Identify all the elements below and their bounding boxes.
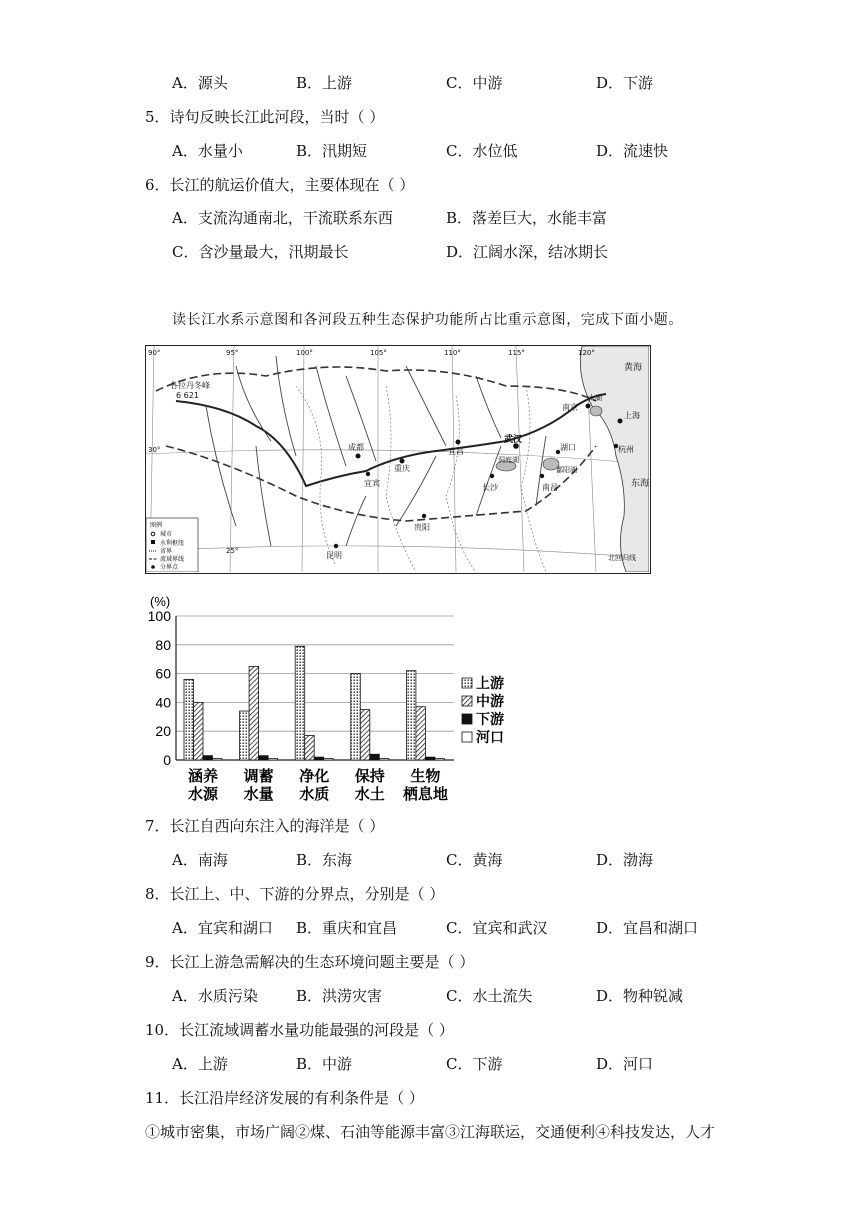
q10-option-a[interactable]: A．上游 bbox=[172, 1055, 228, 1073]
city-hukou: 湖口 bbox=[560, 443, 576, 452]
peak-label: 各拉丹冬峰 bbox=[170, 381, 210, 390]
y-tick-label: 20 bbox=[155, 723, 171, 740]
svg-text:分界点: 分界点 bbox=[160, 564, 179, 571]
q6-stem: 6．长江的航运价值大，主要体现在（ ） bbox=[145, 176, 415, 194]
q7-stem: 7．长江自西向东注入的海洋是（ ） bbox=[145, 817, 385, 835]
q9-option-d[interactable]: D．物种锐减 bbox=[596, 987, 684, 1005]
x-category-label: 调蓄 bbox=[243, 768, 274, 785]
legend-swatch bbox=[462, 714, 472, 724]
lon-90: 90° bbox=[148, 349, 161, 357]
bar-中游-3 bbox=[360, 710, 370, 760]
bar-河口-2 bbox=[324, 759, 334, 760]
bar-下游-3 bbox=[370, 754, 380, 760]
q4-option-b[interactable]: B．上游 bbox=[296, 74, 353, 92]
city-shanghai: 上海 bbox=[624, 411, 640, 420]
lon-115: 115° bbox=[508, 349, 525, 357]
lon-105: 105° bbox=[370, 349, 387, 357]
bar-下游-0 bbox=[203, 756, 213, 760]
svg-text:省界: 省界 bbox=[160, 548, 173, 555]
svg-text:水利枢纽: 水利枢纽 bbox=[160, 540, 185, 547]
x-category-label: 水质 bbox=[299, 786, 330, 803]
bar-中游-1 bbox=[249, 666, 259, 760]
city-kunming: 昆明 bbox=[326, 551, 342, 560]
q4-option-a[interactable]: A．源头 bbox=[172, 74, 228, 92]
y-tick-label: 80 bbox=[155, 636, 171, 653]
city-chengdu: 成都 bbox=[348, 443, 364, 452]
y-tick-label: 0 bbox=[163, 752, 171, 768]
q5-stem: 5．诗句反映长江此河段，当时（ ） bbox=[145, 108, 385, 126]
legend-swatch bbox=[462, 678, 472, 688]
city-changsha: 长沙 bbox=[482, 483, 498, 492]
city-yichang: 宜昌 bbox=[448, 447, 464, 456]
bar-下游-4 bbox=[425, 757, 435, 760]
q8-stem: 8．长江上、中、下游的分界点，分别是（ ） bbox=[145, 885, 445, 903]
q6-option-c[interactable]: C．含沙量最大，汛期最长 bbox=[172, 243, 349, 261]
q7-option-c[interactable]: C．黄海 bbox=[446, 851, 503, 869]
city-chongqing: 重庆 bbox=[394, 464, 410, 473]
q4-option-c[interactable]: C．中游 bbox=[446, 74, 503, 92]
q8-option-a[interactable]: A．宜宾和湖口 bbox=[172, 919, 273, 937]
q5-option-d[interactable]: D．流速快 bbox=[596, 142, 669, 160]
bar-河口-0 bbox=[213, 759, 223, 760]
q6-option-b[interactable]: B．落差巨大，水能丰富 bbox=[446, 209, 608, 227]
x-category-label: 水量 bbox=[243, 786, 274, 803]
sea-yellow: 黄海 bbox=[624, 363, 643, 373]
bar-中游-2 bbox=[305, 736, 315, 760]
bar-中游-4 bbox=[416, 707, 426, 760]
bar-河口-3 bbox=[379, 759, 389, 760]
bar-下游-1 bbox=[259, 756, 269, 760]
y-tick-label: 100 bbox=[147, 608, 171, 624]
q8-option-d[interactable]: D．宜昌和湖口 bbox=[596, 919, 699, 937]
legend-label: 下游 bbox=[476, 711, 504, 727]
q7-option-a[interactable]: A．南海 bbox=[172, 851, 228, 869]
x-category-label: 栖息地 bbox=[402, 786, 448, 803]
q9-option-b[interactable]: B．洪涝灾害 bbox=[296, 987, 383, 1005]
tropic-label: 北回归线 bbox=[608, 554, 636, 562]
x-category-label: 水源 bbox=[187, 786, 219, 803]
q4-option-d[interactable]: D．下游 bbox=[596, 74, 654, 92]
peak-height: 6 621 bbox=[176, 391, 199, 400]
map-legend bbox=[146, 518, 198, 572]
q6-option-d[interactable]: D．江阔水深，结冰期长 bbox=[446, 243, 609, 261]
bar-下游-2 bbox=[314, 757, 324, 760]
lake-poyang: 鄱阳湖 bbox=[556, 466, 577, 474]
q11-statements: ①城市密集，市场广阔②煤、石油等能源丰富③江海联运，交通便利④科技发达，人才 bbox=[145, 1123, 716, 1141]
q8-option-b[interactable]: B．重庆和宜昌 bbox=[296, 919, 398, 937]
city-nanjing: 南京 bbox=[562, 403, 578, 412]
lon-95: 95° bbox=[226, 349, 239, 357]
bar-上游-4 bbox=[406, 671, 416, 760]
svg-text:城市: 城市 bbox=[160, 531, 173, 538]
yangtze-river-system-map bbox=[145, 345, 651, 574]
city-guiyang: 贵阳 bbox=[414, 523, 430, 532]
lon-100: 100° bbox=[296, 349, 313, 357]
city-yibin: 宜宾 bbox=[364, 479, 380, 488]
q7-option-b[interactable]: B．东海 bbox=[296, 851, 353, 869]
legend-label: 中游 bbox=[476, 693, 504, 709]
legend-swatch bbox=[462, 696, 472, 706]
bar-河口-1 bbox=[268, 759, 278, 760]
city-nanchang: 南昌 bbox=[542, 483, 558, 492]
lake-dongting: 洞庭湖 bbox=[498, 456, 519, 464]
q9-option-a[interactable]: A．水质污染 bbox=[172, 987, 258, 1005]
q10-option-c[interactable]: C．下游 bbox=[446, 1055, 503, 1073]
q10-option-d[interactable]: D．河口 bbox=[596, 1055, 654, 1073]
city-hangzhou: 杭州 bbox=[618, 445, 634, 454]
bar-河口-4 bbox=[435, 759, 445, 760]
legend-swatch bbox=[462, 732, 472, 742]
bar-上游-3 bbox=[351, 674, 361, 760]
city-wuhan: 武汉 bbox=[504, 435, 523, 445]
bar-中游-0 bbox=[194, 702, 204, 760]
q11-stem: 11．长江沿岸经济发展的有利条件是（ ） bbox=[145, 1089, 424, 1107]
legend-title: 图例 bbox=[150, 522, 163, 529]
svg-text:流域界线: 流域界线 bbox=[160, 556, 185, 563]
reading-intro: 读长江水系示意图和各河段五种生态保护功能所占比重示意图，完成下面小题。 bbox=[172, 312, 683, 328]
q5-option-b[interactable]: B．汛期短 bbox=[296, 142, 368, 160]
sea-east: 东海 bbox=[631, 479, 649, 489]
q9-option-c[interactable]: C．水土流失 bbox=[446, 987, 533, 1005]
q6-option-a[interactable]: A．支流沟通南北，干流联系东西 bbox=[172, 209, 393, 227]
x-category-label: 水土 bbox=[354, 786, 385, 803]
legend-label: 河口 bbox=[476, 729, 504, 745]
x-category-label: 涵养 bbox=[187, 768, 219, 785]
q7-option-d[interactable]: D．渤海 bbox=[596, 851, 654, 869]
legend-label: 上游 bbox=[476, 675, 504, 691]
lat-25: 25° bbox=[226, 547, 239, 555]
lat-30: 30° bbox=[148, 446, 161, 454]
lake-tai: 太湖 bbox=[588, 394, 602, 402]
q5-option-a[interactable]: A．水量小 bbox=[172, 142, 243, 160]
bar-上游-2 bbox=[295, 646, 305, 760]
x-category-label: 保持 bbox=[354, 768, 385, 785]
y-axis-unit: (%) bbox=[150, 594, 171, 609]
lon-110: 110° bbox=[444, 349, 461, 357]
q9-stem: 9．长江上游急需解决的生态环境问题主要是（ ） bbox=[145, 953, 475, 971]
ecological-function-bar-chart bbox=[140, 592, 520, 807]
q10-stem: 10．长江流域调蓄水量功能最强的河段是（ ） bbox=[145, 1021, 454, 1039]
q5-option-c[interactable]: C．水位低 bbox=[446, 142, 518, 160]
lon-120: 120° bbox=[578, 349, 595, 357]
q8-option-c[interactable]: C．宜宾和武汉 bbox=[446, 919, 548, 937]
x-category-label: 生物 bbox=[410, 768, 441, 785]
bar-上游-0 bbox=[184, 679, 194, 760]
q10-option-b[interactable]: B．中游 bbox=[296, 1055, 353, 1073]
bar-上游-1 bbox=[240, 711, 250, 760]
x-category-label: 净化 bbox=[299, 768, 330, 785]
y-tick-label: 60 bbox=[155, 665, 171, 682]
y-tick-label: 40 bbox=[155, 694, 171, 711]
